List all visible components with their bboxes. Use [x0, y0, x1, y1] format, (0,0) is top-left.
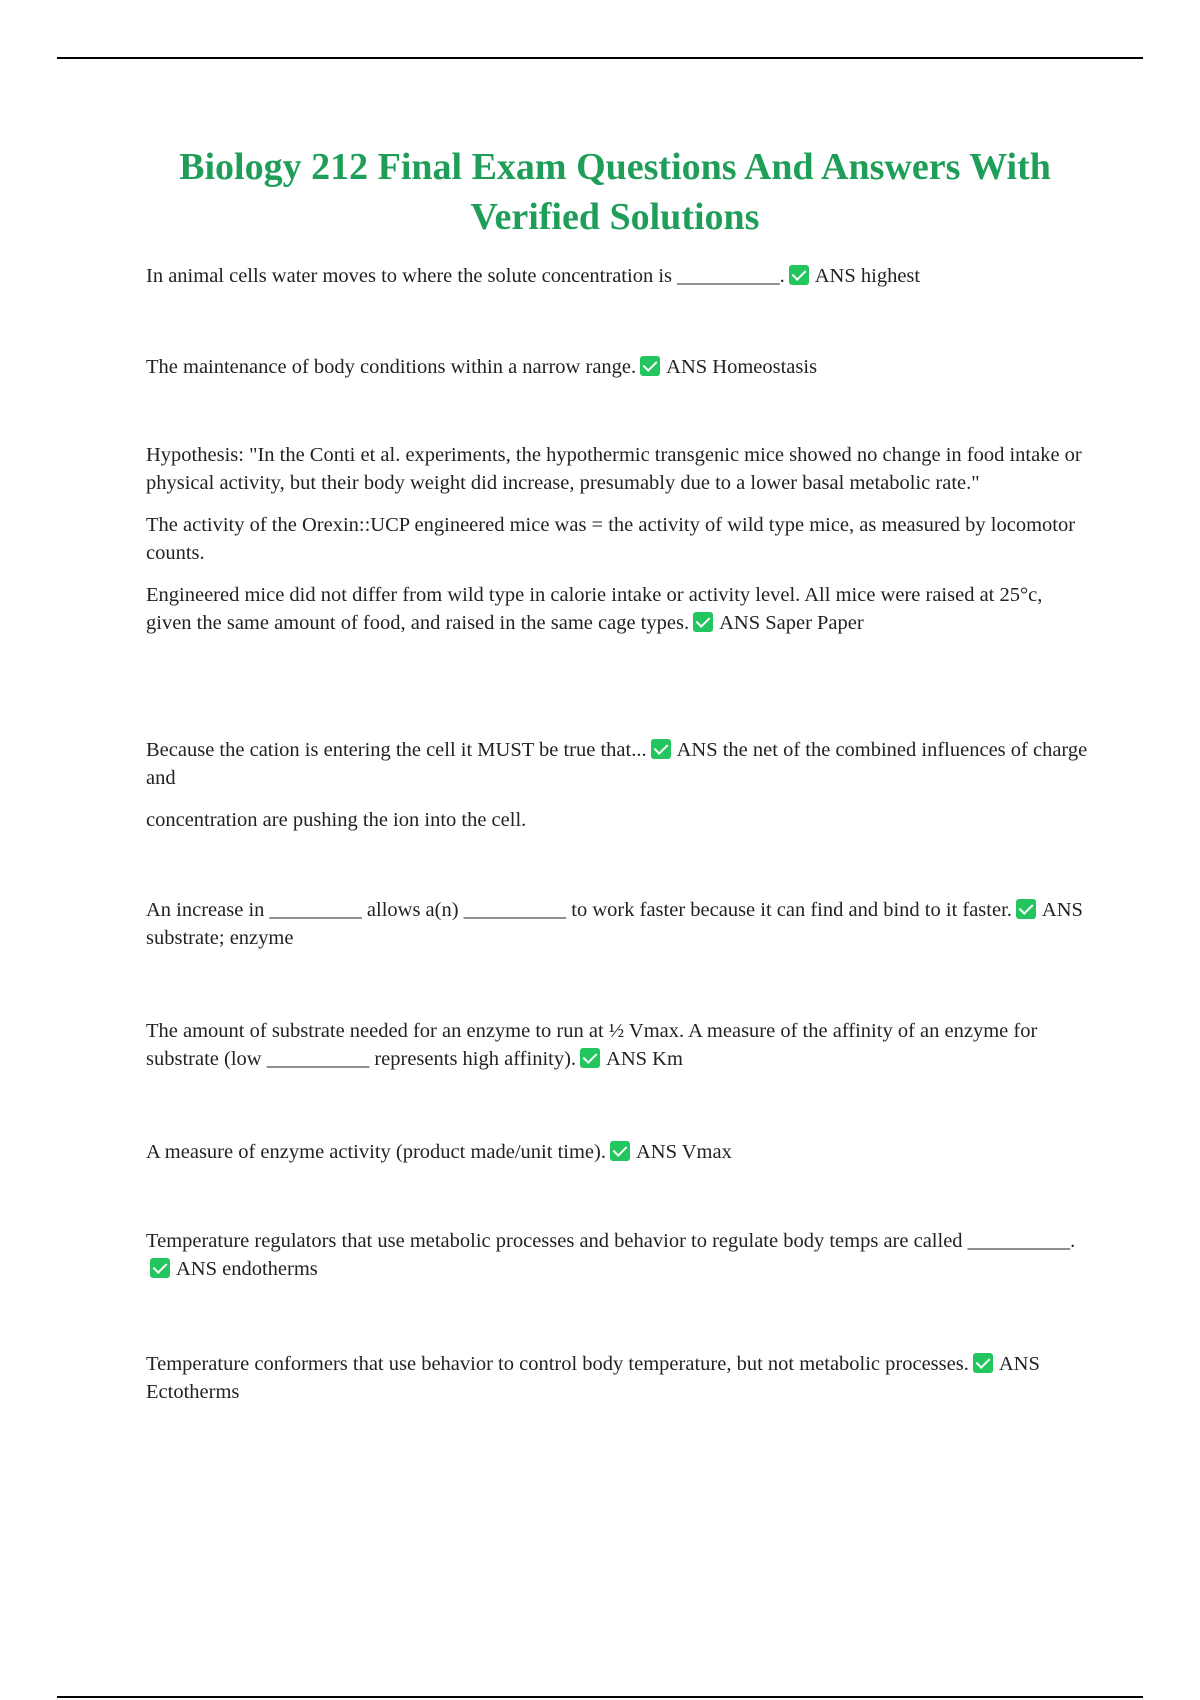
qa-item-6	[146, 1017, 1092, 1087]
qa-item-8	[146, 1227, 1092, 1297]
document-title: Biology 212 Final Exam Questions And Answers With Verified Solutions	[179, 146, 1051, 238]
top-rule	[57, 57, 1143, 59]
answer-text: ANS the net of the combined influences of charge and	[146, 739, 1088, 789]
check-icon	[640, 356, 660, 376]
question-text: A measure of enzyme activity (product made/unit time).	[146, 1141, 606, 1163]
question-text: The amount of substrate needed for an enzyme to run at ½ Vmax. A measure of the affinity of an enzyme for substrate (low __________ represents high affinity).	[146, 1020, 1038, 1070]
question-text: An increase in _________ allows a(n) __________ to work faster because it can find and bind to it faster.	[146, 899, 1012, 921]
check-icon	[150, 1258, 170, 1278]
check-icon	[651, 739, 671, 759]
observation-paragraph: The activity of the Orexin::UCP engineered mice was = the activity of wild type mice, as measured by locomotor counts.	[146, 514, 1076, 564]
question-text: The maintenance of body conditions within a narrow range.	[146, 356, 637, 378]
qa-item-5	[146, 896, 1092, 966]
hypothesis-paragraph: Hypothesis: "In the Conti et al. experiments, the hypothermic transgenic mice showed no change in food intake or physical activity, but their body weight did increase, presumably due to a lower basal metabolic rate."	[146, 444, 1082, 494]
check-icon	[789, 265, 809, 285]
answer-text: ANS Saper Paper	[719, 612, 864, 634]
question-text: Temperature regulators that use metabolic processes and behavior to regulate body temps are called __________.	[146, 1230, 1076, 1252]
qa-item-7	[146, 1138, 1092, 1180]
question-text: In animal cells water moves to where the solute concentration is __________.	[146, 265, 785, 287]
answer-text: ANS Homeostasis	[666, 356, 818, 378]
bottom-rule	[57, 1696, 1143, 1698]
answer-continuation: concentration are pushing the ion into the cell.	[146, 809, 527, 831]
qa-item-9	[146, 1350, 1092, 1420]
qa-item-1	[146, 262, 1092, 304]
question-text: Engineered mice did not differ from wild type in calorie intake or activity level. All mice were raised at 25°c, given the same amount of food, and raised in the same cage types.	[146, 584, 1043, 634]
check-icon	[580, 1048, 600, 1068]
answer-text: ANS endotherms	[176, 1258, 318, 1280]
answer-text: ANS Vmax	[635, 1141, 732, 1163]
qa-item-2	[146, 353, 1092, 395]
question-text: Temperature conformers that use behavior to control body temperature, but not metabolic processes.	[146, 1353, 969, 1375]
qa-item-4	[146, 736, 1092, 848]
check-icon	[1016, 899, 1036, 919]
check-icon	[610, 1141, 630, 1161]
check-icon	[693, 612, 713, 632]
question-text: Because the cation is entering the cell it MUST be true that...	[146, 739, 647, 761]
qa-item-3	[146, 441, 1092, 651]
answer-text: ANS Ectotherms	[146, 1353, 1040, 1403]
check-icon	[973, 1353, 993, 1373]
answer-text: ANS Km	[606, 1048, 683, 1070]
answer-text: ANS highest	[814, 265, 921, 287]
answer-text: ANS substrate; enzyme	[146, 899, 1083, 949]
